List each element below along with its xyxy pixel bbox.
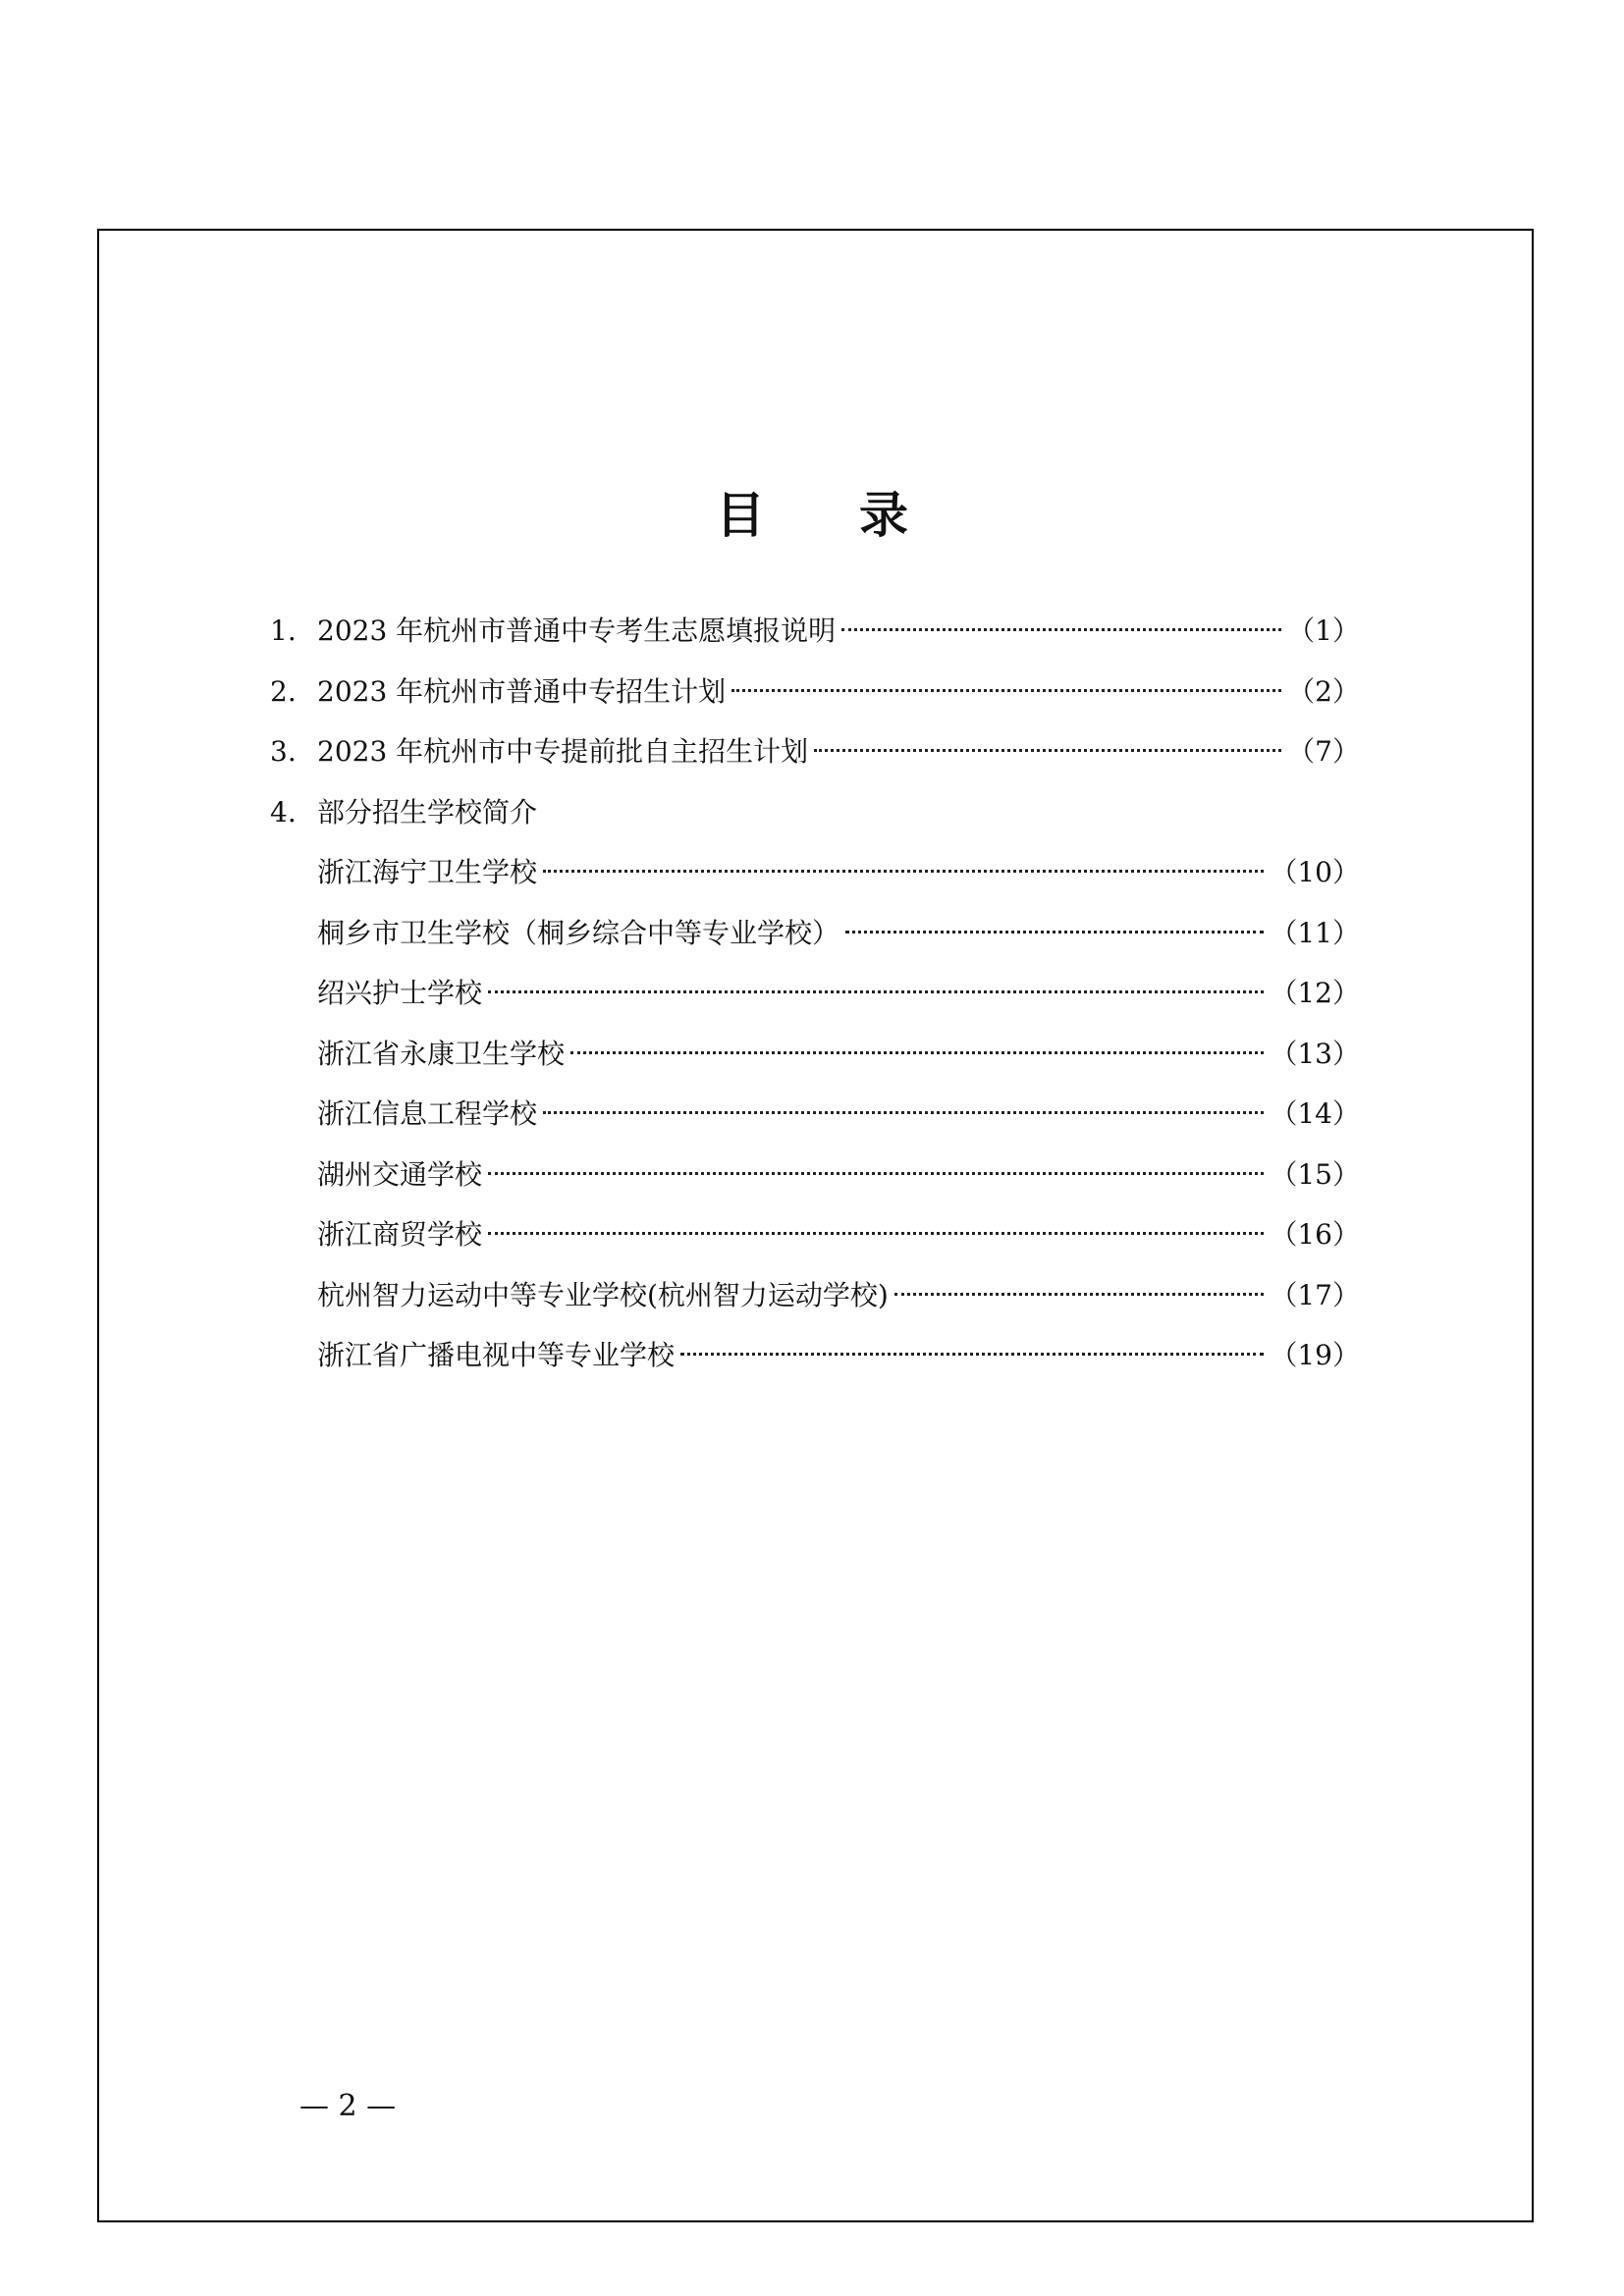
toc-entry-page: （19） (1270, 1339, 1360, 1371)
toc-entry-page: （13） (1270, 1037, 1360, 1070)
toc-entry-page: （7） (1287, 735, 1360, 768)
toc-entry-page: （11） (1270, 916, 1360, 949)
toc-entry-label: 杭州智力运动中等专业学校(杭州智力运动学校) (317, 1278, 889, 1311)
toc-entry-page: （15） (1270, 1157, 1360, 1191)
toc-entry[interactable] (270, 903, 1360, 964)
toc-entry-label: 2023 年杭州市普通中专招生计划 (317, 674, 727, 708)
toc-entry-page: （1） (1287, 614, 1360, 647)
toc-entry-label: 2023 年杭州市中专提前批自主招生计划 (317, 735, 809, 768)
toc-leader-dots (841, 628, 1281, 631)
toc-entry[interactable] (270, 1084, 1360, 1145)
toc-entry-number: 2. (270, 674, 297, 708)
toc-entry-page: （10） (1270, 856, 1360, 888)
toc-entry-label: 浙江海宁卫生学校 (317, 856, 538, 888)
page-title: 目录 (716, 487, 1002, 544)
toc-entry-number: 1. (270, 614, 297, 647)
toc-entry[interactable] (270, 1145, 1360, 1205)
toc-leader-dots (570, 1051, 1264, 1054)
toc-entry[interactable] (270, 963, 1360, 1024)
toc-leader-dots (680, 1353, 1264, 1356)
toc-leader-dots (488, 1172, 1264, 1175)
toc-leader-dots (488, 990, 1264, 993)
toc-entry-label: 浙江省永康卫生学校 (317, 1037, 566, 1070)
toc-entry-label: 浙江省广播电视中等专业学校 (317, 1339, 676, 1371)
toc-entry-label: 2023 年杭州市普通中专考生志愿填报说明 (317, 614, 837, 647)
toc-entry-label: 桐乡市卫生学校（桐乡综合中等专业学校） (317, 916, 840, 949)
toc-entry[interactable] (270, 1024, 1360, 1085)
toc-entry[interactable] (270, 1265, 1360, 1326)
toc-entry[interactable] (270, 842, 1360, 903)
toc-entry-number: 4. (270, 795, 297, 828)
toc-entry[interactable] (270, 782, 1360, 843)
toc-entry[interactable] (270, 1325, 1360, 1386)
toc-entry-page: （2） (1287, 674, 1360, 708)
toc-leader-dots (488, 1232, 1264, 1235)
toc-entry[interactable] (270, 1204, 1360, 1265)
toc-entry-page: （14） (1270, 1097, 1360, 1130)
toc-leader-dots (845, 931, 1264, 934)
toc-entry-page: （16） (1270, 1218, 1360, 1251)
toc-entry-label: 浙江商贸学校 (317, 1218, 483, 1251)
toc-entry[interactable] (270, 721, 1360, 782)
toc-entry-page: （17） (1270, 1278, 1360, 1311)
table-of-contents (270, 601, 1360, 1386)
page-number: — 2 — (299, 2089, 397, 2123)
toc-entry-label: 绍兴护士学校 (317, 977, 483, 1009)
toc-entry-page: （12） (1270, 977, 1360, 1009)
toc-entry-number: 3. (270, 735, 297, 768)
toc-entry-label: 部分招生学校简介 (317, 795, 538, 828)
toc-entry[interactable] (270, 662, 1360, 722)
toc-entry-label: 湖州交通学校 (317, 1157, 483, 1191)
toc-leader-dots (731, 689, 1281, 692)
toc-entry[interactable] (270, 601, 1360, 662)
toc-leader-dots (543, 1111, 1264, 1114)
toc-leader-dots (543, 870, 1264, 873)
toc-leader-dots (814, 749, 1281, 752)
toc-leader-dots (894, 1293, 1265, 1296)
toc-entry-label: 浙江信息工程学校 (317, 1097, 538, 1130)
